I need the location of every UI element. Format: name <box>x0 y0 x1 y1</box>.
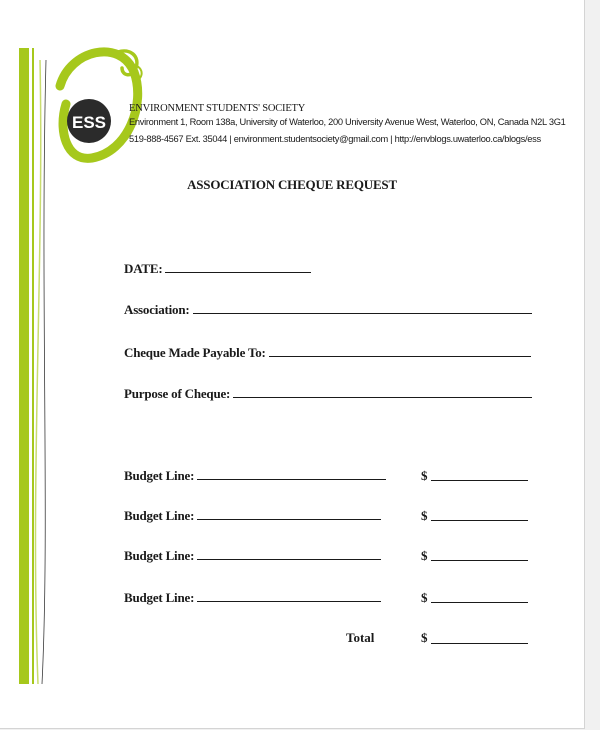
date-row <box>124 258 311 276</box>
purpose-row <box>124 383 532 401</box>
budget-line-row <box>124 505 381 523</box>
budget-line-row <box>124 545 381 563</box>
budget-line-row <box>124 587 381 605</box>
payable-label: Cheque Made Payable To: <box>124 345 266 360</box>
budget-line-field[interactable] <box>197 519 381 520</box>
org-contact: 519-888-4567 Ext. 35044 | environment.studentsociety@gmail.com | http://envblogs.uwaterloo.ca/blogs/ess <box>129 134 541 144</box>
budget-line-field[interactable] <box>197 559 381 560</box>
budget-currency-symbol: $ <box>421 590 428 605</box>
total-label: Total <box>346 630 375 645</box>
payable-row <box>124 342 531 360</box>
budget-line-label: Budget Line: <box>124 508 195 523</box>
budget-line-row <box>124 465 386 483</box>
budget-currency-symbol: $ <box>421 468 428 483</box>
org-name: ENVIRONMENT STUDENTS' SOCIETY <box>129 103 306 114</box>
logo-text: ESS <box>71 113 107 132</box>
date-label: DATE: <box>124 261 163 276</box>
association-row <box>124 299 532 317</box>
budget-line-label: Budget Line: <box>124 548 195 563</box>
budget-currency-symbol: $ <box>421 548 428 563</box>
association-field[interactable] <box>193 313 532 314</box>
total-amount-field[interactable] <box>431 643 528 644</box>
budget-amount-field[interactable] <box>431 480 528 481</box>
budget-line-field[interactable] <box>197 601 381 602</box>
org-address: Environment 1, Room 138a, University of Waterloo, 200 University Avenue West, Waterloo, ON, Canada N2L 3G1 <box>129 117 566 127</box>
purpose-label: Purpose of Cheque: <box>124 386 231 401</box>
total-currency-symbol: $ <box>421 630 428 645</box>
budget-amount-field[interactable] <box>431 602 528 603</box>
budget-amount-field[interactable] <box>431 520 528 521</box>
purpose-field[interactable] <box>233 397 532 398</box>
date-field[interactable] <box>165 272 311 273</box>
payable-field[interactable] <box>269 356 531 357</box>
form-title: ASSOCIATION CHEQUE REQUEST <box>187 177 397 192</box>
association-label: Association: <box>124 302 190 317</box>
budget-line-field[interactable] <box>197 479 386 480</box>
budget-currency-symbol: $ <box>421 508 428 523</box>
budget-line-label: Budget Line: <box>124 468 195 483</box>
budget-amount-field[interactable] <box>431 560 528 561</box>
budget-line-label: Budget Line: <box>124 590 195 605</box>
